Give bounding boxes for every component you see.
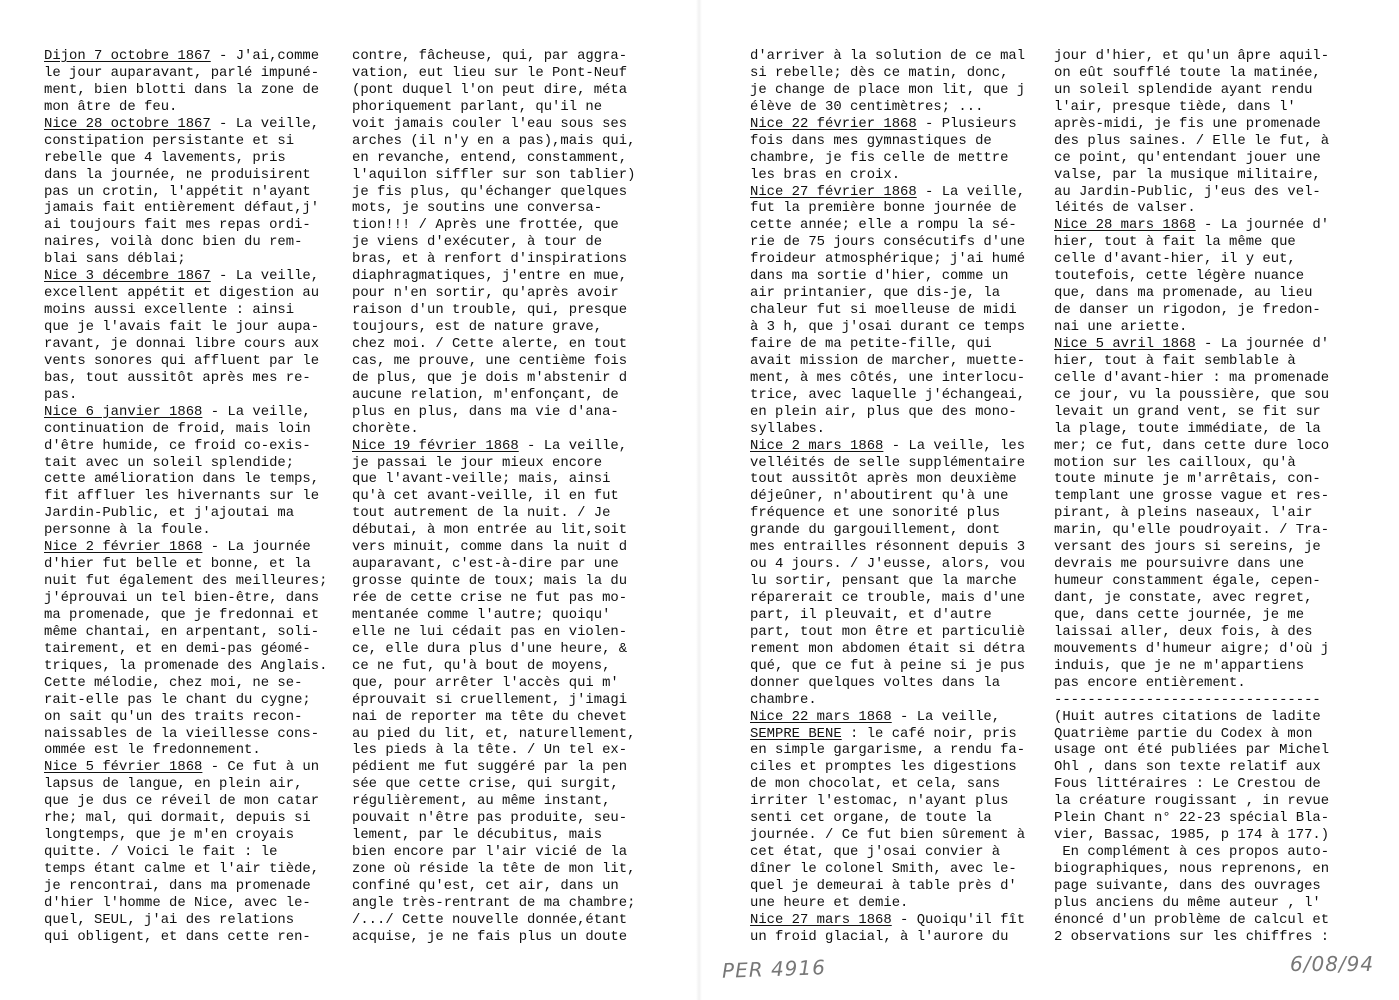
text-line: 2 observations sur les chiffres :	[1054, 928, 1330, 945]
text-line: plus en plus, dans ma vie d'ana-	[352, 403, 619, 420]
entry-date-heading: Nice 3 décembre 1867	[44, 268, 211, 285]
text-line: rée de cette crise ne fut pas mo-	[352, 590, 628, 606]
text-line: bien encore par l'air vicié de la	[352, 844, 628, 861]
text-line: on eût soufflé toute la matinée,	[1054, 64, 1321, 81]
text-line: chez moi. / Cette alerte, en tout	[352, 335, 628, 352]
text-line: sée que cette crise, qui surgit,	[352, 776, 619, 793]
text-line: voit jamais couler l'eau sous ses	[352, 115, 628, 132]
text-line: tion!!! / Après une frottée, que	[352, 217, 619, 234]
entry-date-heading: Nice 28 mars 1868	[1054, 217, 1196, 234]
entry-date-heading: Nice 22 février 1868	[750, 115, 917, 132]
text-line: mer; ce fut, dans cette dure loco	[1054, 437, 1330, 454]
text-line: senti cet organe, de toute la	[750, 810, 992, 827]
right-page-column-2	[1054, 48, 1329, 946]
entry-text: - La journée d'	[1195, 335, 1330, 352]
text-line: ma promenade, que je fredonnai et	[44, 606, 320, 623]
text-line: un froid glacial, à l'aurore du	[750, 928, 1009, 945]
text-line	[352, 438, 635, 455]
text-line: l'aquilon siffler sur son tablier)	[352, 166, 636, 183]
entry-text: - La veille,	[210, 268, 320, 285]
text-line: ciles et promptes les digestions	[750, 759, 1017, 776]
text-line: Ohl , dans son texte relatif aux	[1054, 759, 1321, 776]
text-line: l'air, presque tiède, dans l'	[1054, 98, 1296, 115]
entry-text: - La veille,	[518, 437, 628, 454]
text-line: mentanée comme l'autre; quoiqu'	[352, 606, 611, 623]
text-line: naissables de la vieillesse cons-	[44, 725, 320, 742]
text-line: de mon chocolat, et cela, sans	[750, 776, 1001, 793]
text-line: ce, elle dura plus d'une heure, &	[352, 640, 628, 657]
text-line	[1054, 336, 1329, 353]
text-line: ment, à mes côtés, une interlocu-	[750, 369, 1026, 386]
text-line: tout autrement de la nuit. / Je	[352, 505, 611, 522]
text-line	[44, 268, 327, 285]
text-line: à 3 h, que j'osai durant ce temps	[750, 319, 1026, 335]
text-line: hier, tout à fait la même que	[1054, 234, 1296, 251]
text-line: pas un crotin, l'appétit n'ayant	[44, 183, 311, 200]
entry-text: - La veille,	[210, 115, 320, 132]
text-line: longtemps, que je m'en croyais	[44, 827, 295, 844]
text-line: je viens d'exécuter, à tour de	[352, 234, 603, 251]
text-line: part, il pleuvait, et d'autre	[750, 606, 992, 623]
text-line: rebelle que 4 lavements, pris	[44, 149, 286, 166]
text-line: devrais me poursuivre dans une	[1054, 556, 1305, 573]
text-line: même chantai, en arpentant, soli-	[44, 623, 320, 640]
text-line: au Jardin-Public, j'eus des vel-	[1054, 183, 1321, 200]
text-line: fit affluer les hivernants sur le	[44, 488, 320, 505]
entry-text: - La veille, les	[883, 437, 1026, 454]
text-line: jamais fait entièrement défaut,j'	[44, 200, 320, 217]
text-line: d'être humide, ce froid co-exis-	[44, 437, 311, 454]
text-line: vier, Bassac, 1985, p 174 à 177.)	[1054, 827, 1330, 844]
entry-date-heading: Nice 27 mars 1868	[750, 911, 892, 928]
text-line: journée. / Ce fut bien sûrement à	[750, 827, 1026, 844]
text-line: air printanier, que dis-je, la	[750, 285, 1001, 302]
text-line: bas, tout aussitôt après mes re-	[44, 369, 311, 386]
text-line	[750, 709, 1025, 726]
text-line: élève de 30 centimètres; ...	[750, 98, 984, 115]
text-line: débutai, à mon entrée au lit,soit	[352, 522, 628, 539]
text-line: toujours, est de nature grave,	[352, 319, 603, 335]
text-line: jour d'hier, et qu'un âpre aquil-	[1054, 48, 1330, 64]
entry-text: - J'ai,comme	[210, 48, 320, 64]
entry-text: - Plusieurs	[916, 115, 1017, 132]
text-line: je fis plus, qu'échanger quelques	[352, 183, 628, 200]
text-line: ce jour, vu la poussière, que sou	[1054, 386, 1330, 403]
text-line: nai de reporter ma tête du chevet	[352, 708, 628, 725]
text-line: rement mon abdomen était si détra	[750, 640, 1026, 657]
text-line: dans la journée, ne produisirent	[44, 166, 311, 183]
text-line: si rebelle; dès ce matin, donc,	[750, 64, 1009, 81]
text-line: Plein Chant n° 22-23 spécial Bla-	[1054, 810, 1330, 827]
text-line: en simple gargarisme, a rendu fa-	[750, 742, 1026, 759]
text-line: toutefois, cette légère nuance	[1054, 268, 1305, 285]
text-line: on sait qu'un des traits recon-	[44, 708, 303, 725]
text-line	[1054, 217, 1329, 234]
entry-date-heading: Nice 5 avril 1868	[1054, 335, 1196, 352]
text-line: marin, qu'elle poudroyait. / Tra-	[1054, 522, 1330, 539]
text-line: fut la première bonne journée de	[750, 200, 1017, 217]
text-line: pouvait n'être pas produite, seu-	[352, 810, 628, 827]
text-line: ravant, je donnai libre cours aux	[44, 335, 320, 352]
text-line: que l'avant-veille; mais, ainsi	[352, 471, 611, 488]
text-line: d'hier fut belle et bonne, et la	[44, 556, 311, 573]
text-line: chambre, je fis celle de mettre	[750, 149, 1009, 166]
text-line: ommée est le fredonnement.	[44, 742, 261, 759]
text-line: d'arriver à la solution de ce mal	[750, 48, 1026, 64]
entry-text: : le café noir, pris	[841, 725, 1017, 742]
text-line: dant, je constate, avec regret,	[1054, 590, 1313, 606]
text-line: syllabes.	[750, 420, 826, 437]
text-line: blai sans déblai;	[44, 251, 186, 268]
text-line	[44, 116, 327, 133]
text-line: --------------------------------	[1054, 691, 1321, 708]
text-line: des plus saines. / Elle le fut, à	[1054, 132, 1330, 149]
text-line: quel, SEUL, j'ai des relations	[44, 911, 295, 928]
text-line: diaphragmatiques, j'entre en mue,	[352, 268, 628, 285]
text-line: quitte. / Voici le fait : le	[44, 844, 278, 861]
right-page-column-1	[750, 48, 1025, 946]
text-line: une heure et demie.	[750, 894, 909, 911]
text-line: cette amélioration dans le temps,	[44, 471, 320, 488]
text-line: trice, avec laquelle j'échangeai,	[750, 386, 1026, 403]
text-line: dans ma sortie d'hier, comme un	[750, 268, 1009, 285]
text-line: qu'à cet avant-veille, il en fut	[352, 488, 619, 505]
text-line	[750, 116, 1025, 133]
text-line: un soleil splendide ayant rendu	[1054, 81, 1313, 98]
text-line: page suivante, dans des ouvrages	[1054, 877, 1321, 894]
text-line: excellent appétit et digestion au	[44, 285, 320, 302]
text-line: ce point, qu'entendant jouer une	[1054, 149, 1321, 166]
text-line: celle d'avant-hier : ma promenade	[1054, 369, 1330, 386]
text-line: versant des jours si sereins, je	[1054, 539, 1321, 556]
text-line: fois dans mes gymnastiques de	[750, 132, 992, 149]
text-line	[44, 539, 327, 556]
text-line: pas encore entièrement.	[1054, 674, 1246, 691]
entry-text: - Quoiqu'il fît	[891, 911, 1026, 928]
text-line: je passai le jour mieux encore	[352, 454, 603, 471]
text-line: au pied du lit, et, naturellement,	[352, 725, 636, 742]
text-line: la créature rougissant , in revue	[1054, 793, 1330, 810]
text-line: de plus, que je dois m'abstenir d	[352, 369, 628, 386]
text-line: cas, me prouve, une centième fois	[352, 352, 628, 369]
text-line: réparerait ce trouble, mais d'une	[750, 590, 1026, 606]
text-line: moins aussi excellente : ainsi	[44, 302, 295, 319]
text-line: chaleur fut si moelleuse de midi	[750, 302, 1017, 319]
text-line: vents sonores qui affluent par le	[44, 352, 320, 369]
text-line: que je dus ce réveil de mon catar	[44, 793, 320, 810]
handwritten-date: 6/08/94	[1290, 952, 1375, 976]
text-line: mon âtre de feu.	[44, 98, 178, 115]
text-line: que, pour arrêter l'accès qui m'	[352, 674, 619, 691]
text-line: chambre.	[750, 691, 817, 708]
text-line: grosse quinte de toux; mais la du	[352, 573, 628, 590]
text-line: lapsus de langue, en plein air,	[44, 776, 303, 793]
text-line: régulièrement, au même instant,	[352, 793, 611, 810]
text-line: contre, fâcheuse, qui, par aggra-	[352, 48, 628, 64]
text-line: lement, par le décubitus, mais	[352, 827, 603, 844]
text-line: déjeûner, n'aboutirent qu'à une	[750, 488, 1009, 505]
text-line	[44, 404, 327, 421]
text-line: usage ont été publiées par Michel	[1054, 742, 1330, 759]
text-line: les pieds à la tête. / Un tel ex-	[352, 742, 628, 759]
left-page-column-2	[352, 48, 635, 946]
text-line: (pont duquel l'on peut dire, méta	[352, 81, 628, 98]
text-line: mouvements d'humeur aigre; d'où j	[1054, 640, 1330, 657]
text-line: pas.	[44, 386, 78, 403]
left-page-column-1	[44, 48, 327, 946]
text-line: valse, par la musique militaire,	[1054, 166, 1321, 183]
text-line: mes entrailles résonnent depuis 3	[750, 539, 1026, 556]
text-line: pirant, à pleins naseaux, l'air	[1054, 505, 1313, 522]
text-line: triques, la promenade des Anglais.	[44, 657, 328, 674]
text-line: après-midi, je fis une promenade	[1054, 115, 1321, 132]
handwritten-call-number: PER 4916	[721, 955, 827, 983]
text-line: vers minuit, comme dans la nuit d	[352, 539, 628, 556]
text-line: constipation persistante et si	[44, 132, 295, 149]
text-line: grande du gargouillement, dont	[750, 522, 1001, 539]
text-line: celle d'avant-hier, il y eut,	[1054, 251, 1296, 268]
text-line: Jardin-Public, et j'ajoutai ma	[44, 505, 295, 522]
text-line: en revanche, entend, constamment,	[352, 149, 628, 166]
text-line: pour n'en sortir, qu'après avoir	[352, 285, 619, 302]
text-line: énoncé d'un problème de calcul et	[1054, 911, 1330, 928]
text-line: levait un grand vent, se fit sur	[1054, 403, 1321, 420]
text-line: je change de place mon lit, que j	[750, 81, 1026, 98]
text-line: acquise, je ne fais plus un doute	[352, 928, 628, 945]
text-line: la plage, toute immédiate, de la	[1054, 420, 1321, 437]
text-line: En complément à ces propos auto-	[1054, 844, 1330, 861]
text-line: rait-elle pas le chant du cygne;	[44, 691, 311, 708]
text-line: chorète.	[352, 420, 419, 437]
text-line: humeur constamment égale, cepen-	[1054, 573, 1321, 590]
text-line: vation, eut lieu sur le Pont-Neuf	[352, 64, 628, 81]
entry-date-heading: Nice 19 février 1868	[352, 437, 519, 454]
entry-text: - La veille,	[916, 183, 1026, 200]
entry-date-heading: Dijon 7 octobre 1867	[44, 48, 211, 64]
text-line: mots, je soutins une conversa-	[352, 200, 603, 217]
text-line: nai une ariette.	[1054, 319, 1188, 335]
text-line: Fous littéraires : Le Crestou de	[1054, 776, 1321, 793]
text-line: zone où réside la tête de mon lit,	[352, 861, 636, 877]
text-line: angle très-rentrant de ma chambre;	[352, 894, 636, 911]
text-line: templant une grosse vague et res-	[1054, 488, 1330, 505]
entry-text: - La journée d'	[1195, 217, 1330, 234]
entry-date-heading: Nice 22 mars 1868	[750, 708, 892, 725]
text-line: part, tout mon être et particuliè	[750, 623, 1026, 640]
text-line: confiné qu'est, cet air, dans un	[352, 877, 619, 894]
text-line: tait avec un soleil splendide;	[44, 454, 295, 471]
text-line: Quatrième partie du Codex à mon	[1054, 725, 1313, 742]
text-line: j'éprouvai un tel bien-être, dans	[44, 590, 320, 606]
text-line: dîner le colonel Smith, avec le-	[750, 861, 1017, 877]
text-line: cette année; elle a rompu la sé-	[750, 217, 1017, 234]
text-line: éprouvait si cruellement, j'imagi	[352, 691, 628, 708]
text-line: que, dans ma promenade, au lieu	[1054, 285, 1313, 302]
entry-text: - La veille,	[891, 708, 1001, 725]
text-line: avait mission de marcher, muette-	[750, 352, 1026, 369]
text-line: /.../ Cette nouvelle donnée,étant	[352, 911, 628, 928]
text-line: cet état, que j'osai convier à	[750, 844, 1001, 861]
entry-date-heading: SEMPRE BENE	[750, 725, 842, 742]
text-line: pédient me fut suggéré par la pen	[352, 759, 628, 776]
entry-date-heading: Nice 27 février 1868	[750, 183, 917, 200]
text-line: auparavant, c'est-à-dire par une	[352, 556, 619, 573]
text-line: continuation de froid, mais loin	[44, 420, 311, 437]
text-line: elle ne lui cédait pas en violen-	[352, 623, 628, 640]
text-line: léités de valser.	[1054, 200, 1196, 217]
text-line: faire de ma petite-fille, qui	[750, 335, 992, 352]
text-line: en plein air, plus que des mono-	[750, 403, 1017, 420]
text-line: Cette mélodie, chez moi, ne se-	[44, 674, 303, 691]
text-line	[44, 759, 327, 776]
text-line: temps étant calme et l'air tiède,	[44, 861, 320, 877]
entry-text: - La veille,	[202, 403, 311, 420]
text-line: qui obligent, et dans cette ren-	[44, 928, 311, 945]
entry-date-heading: Nice 28 octobre 1867	[44, 115, 211, 132]
text-line: raison d'un trouble, qui, presque	[352, 302, 628, 319]
text-line: nuit fut également des meilleures;	[44, 573, 328, 590]
entry-date-heading: Nice 2 février 1868	[44, 539, 203, 556]
text-line: velléités de selle supplémentaire	[750, 454, 1026, 471]
text-line: je rencontrai, dans ma promenade	[44, 877, 311, 894]
text-line: ai toujours fait mes repas ordi-	[44, 217, 311, 234]
text-line: aucune relation, m'enfonçant, de	[352, 386, 619, 403]
entry-text: - Ce fut à un	[202, 759, 320, 776]
entry-date-heading: Nice 6 janvier 1868	[44, 403, 203, 420]
text-line: biographiques, nous reprenons, en	[1054, 861, 1330, 877]
text-line: motion sur les cailloux, qu'à	[1054, 454, 1296, 471]
text-line	[750, 438, 1025, 455]
text-line: quel je demeurai à table près d'	[750, 877, 1017, 894]
text-line: qué, que ce fut à peine si je pus	[750, 657, 1026, 674]
text-line: rhe; mal, qui dormait, depuis si	[44, 810, 311, 827]
text-line: lu sortir, pensant que la marche	[750, 573, 1017, 590]
text-line: induis, que je ne m'appartiens	[1054, 657, 1305, 674]
text-line	[750, 726, 1025, 743]
text-line: arches (il n'y en a pas),mais qui,	[352, 132, 636, 149]
text-line: fréquence et une sonorité plus	[750, 505, 1001, 522]
text-line: que je l'avais fait le jour aupa-	[44, 319, 320, 335]
text-line: d'hier l'homme de Nice, avec le-	[44, 894, 311, 911]
text-line: naires, voilà donc bien du rem-	[44, 234, 303, 251]
text-line: irriter l'estomac, n'ayant plus	[750, 793, 1009, 810]
text-line: hier, tout à fait semblable à	[1054, 352, 1296, 369]
text-line: phoriquement parlant, qu'il ne	[352, 98, 603, 115]
text-line: toute minute je m'arrêtais, con-	[1054, 471, 1321, 488]
text-line: de danser un rigodon, je fredon-	[1054, 302, 1321, 319]
text-line: laissai aller, deux fois, à des	[1054, 623, 1313, 640]
text-line: ce ne fut, qu'à bout de moyens,	[352, 657, 611, 674]
page-fold	[696, 0, 702, 1000]
text-line: ment, bien blotti dans la zone de	[44, 81, 320, 98]
text-line: plus anciens du même auteur , l'	[1054, 894, 1321, 911]
text-line: le jour auparavant, parlé impuné-	[44, 64, 320, 81]
entry-text: - La journée	[202, 539, 311, 556]
text-line: tairement, et en demi-pas géomé-	[44, 640, 311, 657]
text-line	[750, 912, 1025, 929]
entry-date-heading: Nice 5 février 1868	[44, 759, 203, 776]
text-line: (Huit autres citations de ladite	[1054, 708, 1321, 725]
text-line: donner quelques voltes dans la	[750, 674, 1001, 691]
text-line	[44, 48, 327, 65]
entry-date-heading: Nice 2 mars 1868	[750, 437, 884, 454]
text-line: tout aussitôt après mon deuxième	[750, 471, 1017, 488]
text-line: ou 4 jours. / J'eusse, alors, vou	[750, 556, 1026, 573]
text-line: que, dans cette journée, je me	[1054, 606, 1305, 623]
text-line: les bras en croix.	[750, 166, 901, 183]
text-line: bras, et à renfort d'inspirations	[352, 251, 628, 268]
text-line: rie de 75 jours consécutifs d'une	[750, 234, 1026, 251]
text-line: froideur atmosphérique; j'ai humé	[750, 251, 1026, 268]
text-line: personne à la foule.	[44, 522, 211, 539]
text-line	[750, 184, 1025, 201]
